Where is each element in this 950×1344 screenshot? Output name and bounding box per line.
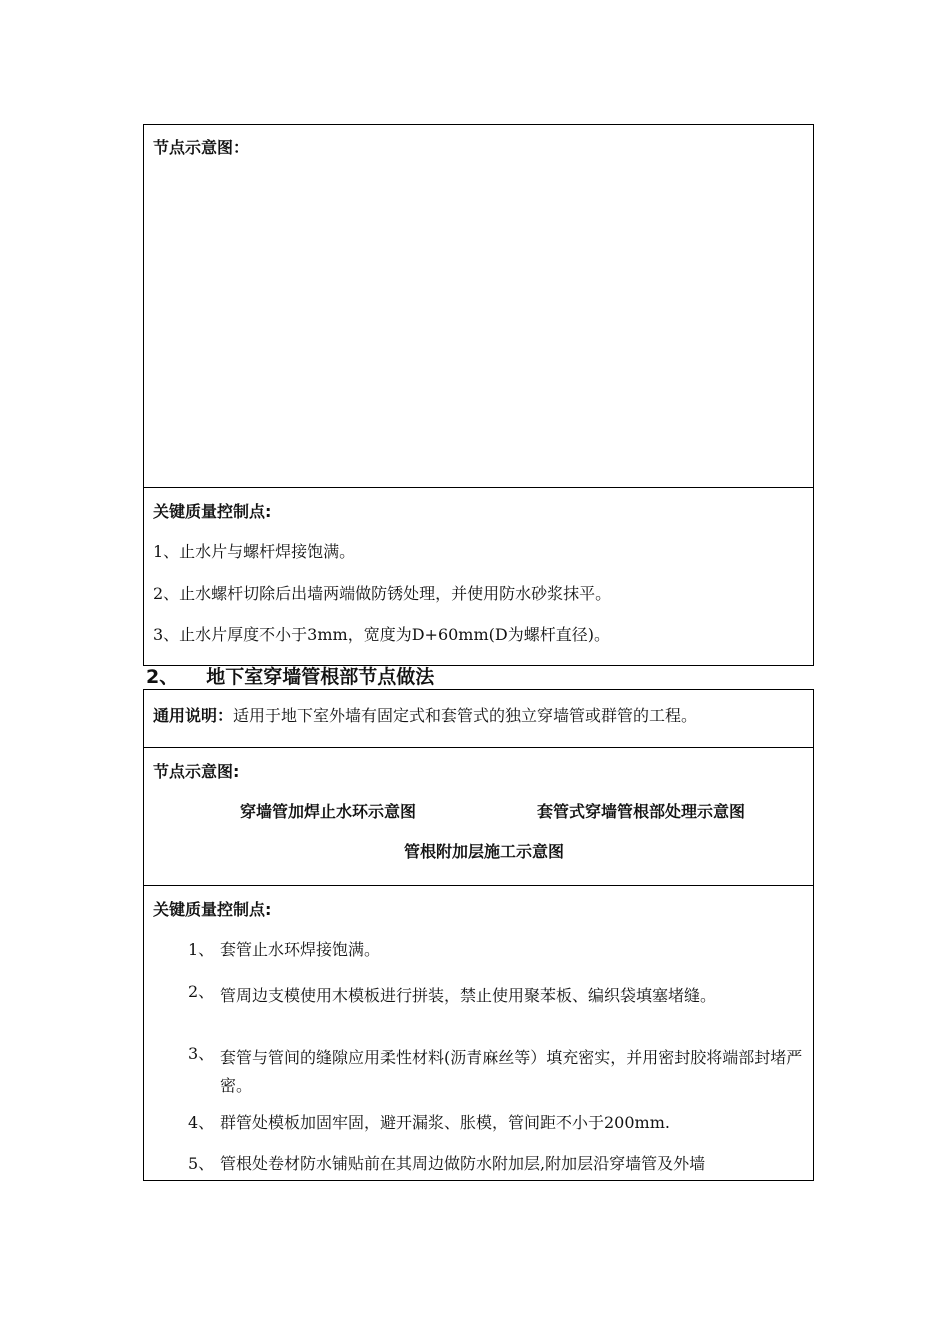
caption-left: 穿墙管加焊止水环示意图 <box>240 802 417 821</box>
control-text-3: 套管与管间的缝隙应用柔性材料(沥青麻丝等）填充密实，并用密封胶将端部封堵严密。 <box>220 1048 803 1095</box>
control-num-5: 5、 <box>188 1154 215 1173</box>
diagram-cell-2 <box>144 747 813 885</box>
general-text: 适用于地下室外墙有固定式和套管式的独立穿墙管或群管的工程。 <box>233 706 698 725</box>
general-label: 通用说明： <box>153 706 234 725</box>
control-num-2: 2、 <box>188 982 215 1001</box>
diagram-label-2: 节点示意图: <box>153 762 240 781</box>
diagram-cell-1 <box>144 125 813 487</box>
node-table-1 <box>143 124 814 666</box>
section-title: 地下室穿墙管根部节点做法 <box>206 666 435 688</box>
control-item-1: 1、止水片与螺杆焊接饱满。 <box>153 542 356 561</box>
control-num-1: 1、 <box>188 940 215 959</box>
control-item-2: 2、止水螺杆切除后出墙两端做防锈处理，并使用防水砂浆抹平。 <box>153 584 612 603</box>
control-num-4: 4、 <box>188 1113 215 1132</box>
control-item-3: 3、止水片厚度不小于3mm，宽度为D+60mm(D为螺杆直径)。 <box>153 625 610 644</box>
control-text-4: 群管处模板加固牢固，避开漏浆、胀模，管间距不小于200mm. <box>220 1113 670 1132</box>
control-text-1: 套管止水环焊接饱满。 <box>220 940 381 959</box>
control-num-3: 3、 <box>188 1044 215 1063</box>
control-text-2: 管周边支模使用木模板进行拼装，禁止使用聚苯板、编织袋填塞堵缝。 <box>220 986 717 1005</box>
caption-right: 套管式穿墙管根部处理示意图 <box>537 802 746 821</box>
control-title-2: 关键质量控制点: <box>153 900 272 919</box>
control-cell-1 <box>144 487 813 667</box>
general-cell <box>144 690 813 747</box>
section-heading <box>146 665 434 689</box>
control-text-5: 管根处卷材防水铺贴前在其周边做防水附加层,附加层沿穿墙管及外墙 <box>220 1154 706 1173</box>
caption-center: 管根附加层施工示意图 <box>404 842 565 861</box>
control-cell-2 <box>144 885 813 1182</box>
general-note <box>153 706 697 726</box>
control-title: 关键质量控制点: <box>153 502 272 521</box>
diagram-label: 节点示意图： <box>153 138 250 157</box>
node-table-2 <box>143 689 814 1181</box>
section-number: 2、 <box>146 666 179 688</box>
